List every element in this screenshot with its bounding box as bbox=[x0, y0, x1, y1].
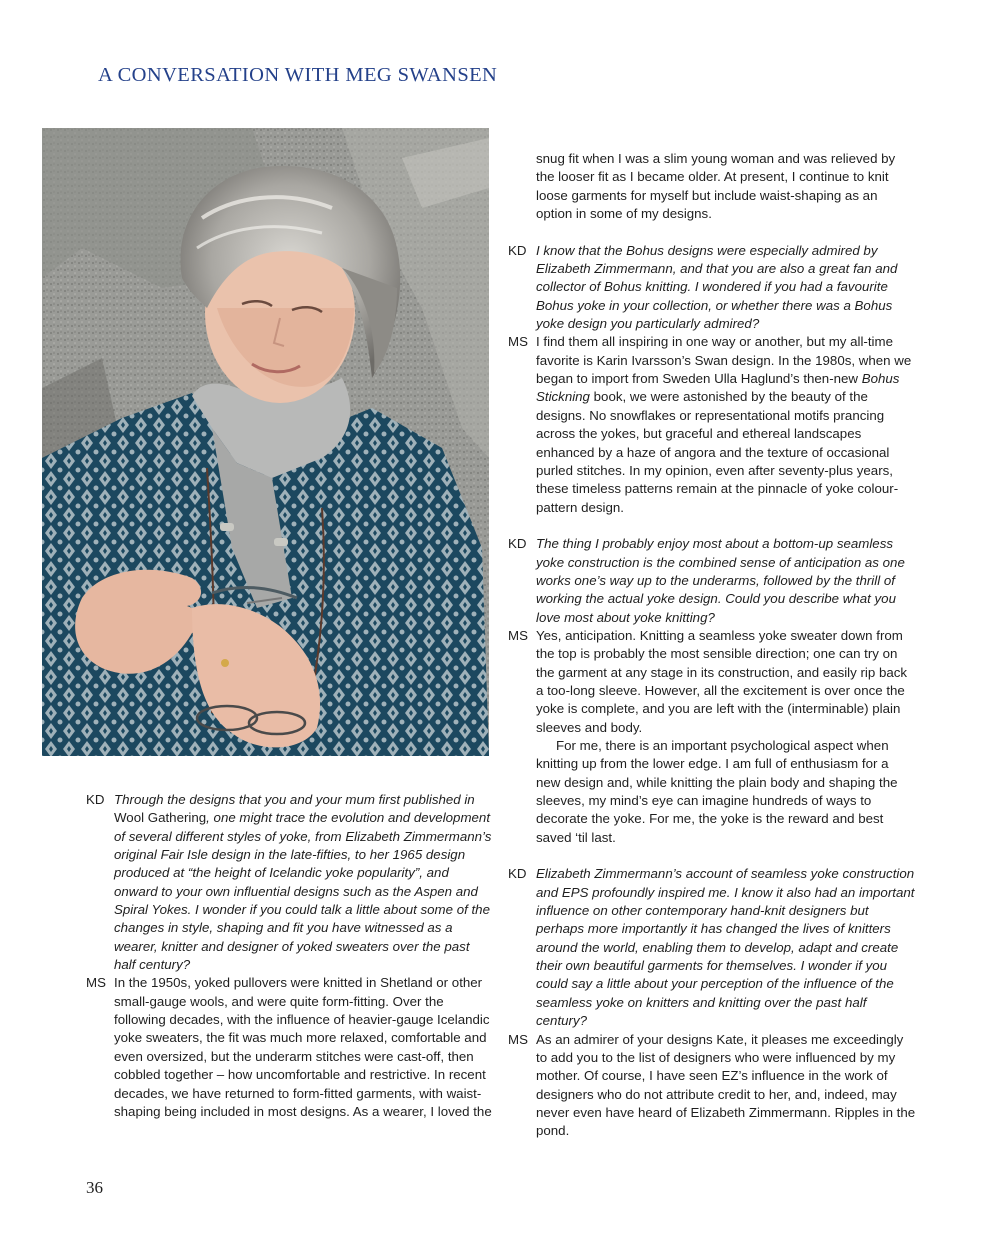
answer-entry bbox=[508, 333, 916, 516]
speaker-label: MS bbox=[508, 627, 528, 643]
answer-entry bbox=[508, 627, 916, 847]
page-header-title: A CONVERSATION WITH MEG SWANSEN bbox=[98, 64, 498, 86]
book-title: Bohus Stickning bbox=[536, 371, 900, 405]
answer-paragraph: Yes, anticipation. Knitting a seamless yoke sweater down from the top is probably the most sensible direction; one can try on the garment at any stage in its construction, and easily rip back a too-long sleeve. However, all the excitement is over once the yoke is complete, and you are left with the (interminable) plain sleeves and body. bbox=[536, 627, 908, 735]
speaker-label: MS bbox=[508, 334, 528, 350]
answer-text: snug fit when I was a slim young woman and was relieved by the looser fit as I became older. At present, I continue to knit loose garments for myself but include waist-shaping as an option in some of my designs. bbox=[536, 151, 896, 222]
speaker-label: KD bbox=[508, 866, 527, 882]
answer-text bbox=[536, 627, 916, 847]
question-text: Elizabeth Zimmermann’s account of seamless yoke construction and EPS profoundly inspired me. I know it also had an important influence on other contemporary hand-knit designers but perhaps more importantly it has changed the lives of knitters around the world, enabling them to develop, adapt and create their own beautiful garments for themselves. I wonder if you could say a little about your perception of the influence of the seamless yoke on knitters and knitting over the past half century? bbox=[536, 866, 915, 1029]
question-entry bbox=[86, 791, 494, 974]
question-entry bbox=[508, 535, 916, 627]
answer-paragraph: For me, there is an important psychological aspect when knitting up from the lower edge. I am full of enthusiasm for a new design and, while knitting the plain body and shaping the sleeves, my mind’s eye can imagine hundreds of ways to decorate the yoke. For me, the yoke is the reward and best saved ‘til last. bbox=[536, 738, 898, 845]
speaker-label: MS bbox=[86, 975, 106, 991]
answer-continuation bbox=[508, 150, 916, 223]
question-entry bbox=[508, 865, 916, 1030]
answer-entry bbox=[508, 1031, 916, 1141]
right-text-column bbox=[508, 150, 916, 1141]
speaker-label: KD bbox=[508, 536, 527, 552]
book-title: Wool Gathering bbox=[114, 810, 207, 826]
portrait-illustration bbox=[42, 128, 489, 756]
answer-text: As an admirer of your designs Kate, it pleases me exceedingly to add you to the list of designers who were influenced by my mother. Of course, I have seen EZ’s influence in the work of designers who do not attribute credit to her, and, indeed, may never even have heard of Elizabeth Zimmermann. Ripples in the pond. bbox=[536, 1031, 916, 1139]
speaker-label: KD bbox=[508, 242, 527, 258]
answer-entry bbox=[86, 974, 494, 1121]
answer-text: I find them all inspiring in one way or another, but my all-time favorite is Karin Ivarsson’s Swan design. In the 1980s, when we began to import from Sweden Ulla Haglund’s then-new Bohus Stickning book, we were astonished by the beauty of the designs. No snowflakes or representational motifs prancing across the yokes, but graceful and ethereal landscapes enhanced by a haze of angora and the texture of occasional purled stitches. In my opinion, even after seventy-plus years, these timeless patterns remain at the pinnacle of yoke colour-pattern design. bbox=[536, 334, 912, 515]
speaker-label: MS bbox=[508, 1031, 528, 1047]
speaker-label: KD bbox=[86, 792, 105, 807]
answer-text: In the 1950s, yoked pullovers were knitted in Shetland or other small-gauge wools, and were quite form-fitting. Over the following decades, with the influence of heavier-gauge Icelandic yoke sweaters, the fit was much more relaxed, comfortable and even oversized, but the underarm stitches were cast-off, then cobbled together – how uncomfortable and restrictive. In recent decades, we have returned to form-fitted garments, with waist-shaping being included in most designs. As a wearer, I loved the bbox=[114, 975, 492, 1119]
question-entry bbox=[508, 242, 916, 334]
question-text: I know that the Bohus designs were especially admired by Elizabeth Zimmermann, and that you are also a great fan and collector of Bohus knitting. I wondered if you had a favourite Bohus yoke in your collection, or whether there was a Bohus yoke design you particularly admired? bbox=[536, 242, 898, 332]
page-number: 36 bbox=[86, 1178, 103, 1197]
left-text-column bbox=[86, 791, 494, 1121]
portrait-photo bbox=[42, 128, 489, 756]
question-text: The thing I probably enjoy most about a bottom-up seamless yoke construction is the combined sense of anticipation as one works one’s way up to the underarms, followed by the thrill of working the actual yoke design. Could you describe what you love most about yoke knitting? bbox=[536, 536, 905, 625]
question-text: Through the designs that you and your mum first published in Wool Gathering, one might trace the evolution and development of several different styles of yoke, from Elizabeth Zimmermann’s original Fair Isle design in the late-fifties, to her 1965 design produced at “the height of Icelandic yoke popularity”, and onward to your own influential designs such as the Aspen and Spiral Yokes. I wonder if you could talk a little about some of the changes in style, shaping and fit you have witnessed as a wearer, knitter and designer of yoked sweaters over the past half century? bbox=[114, 792, 492, 973]
